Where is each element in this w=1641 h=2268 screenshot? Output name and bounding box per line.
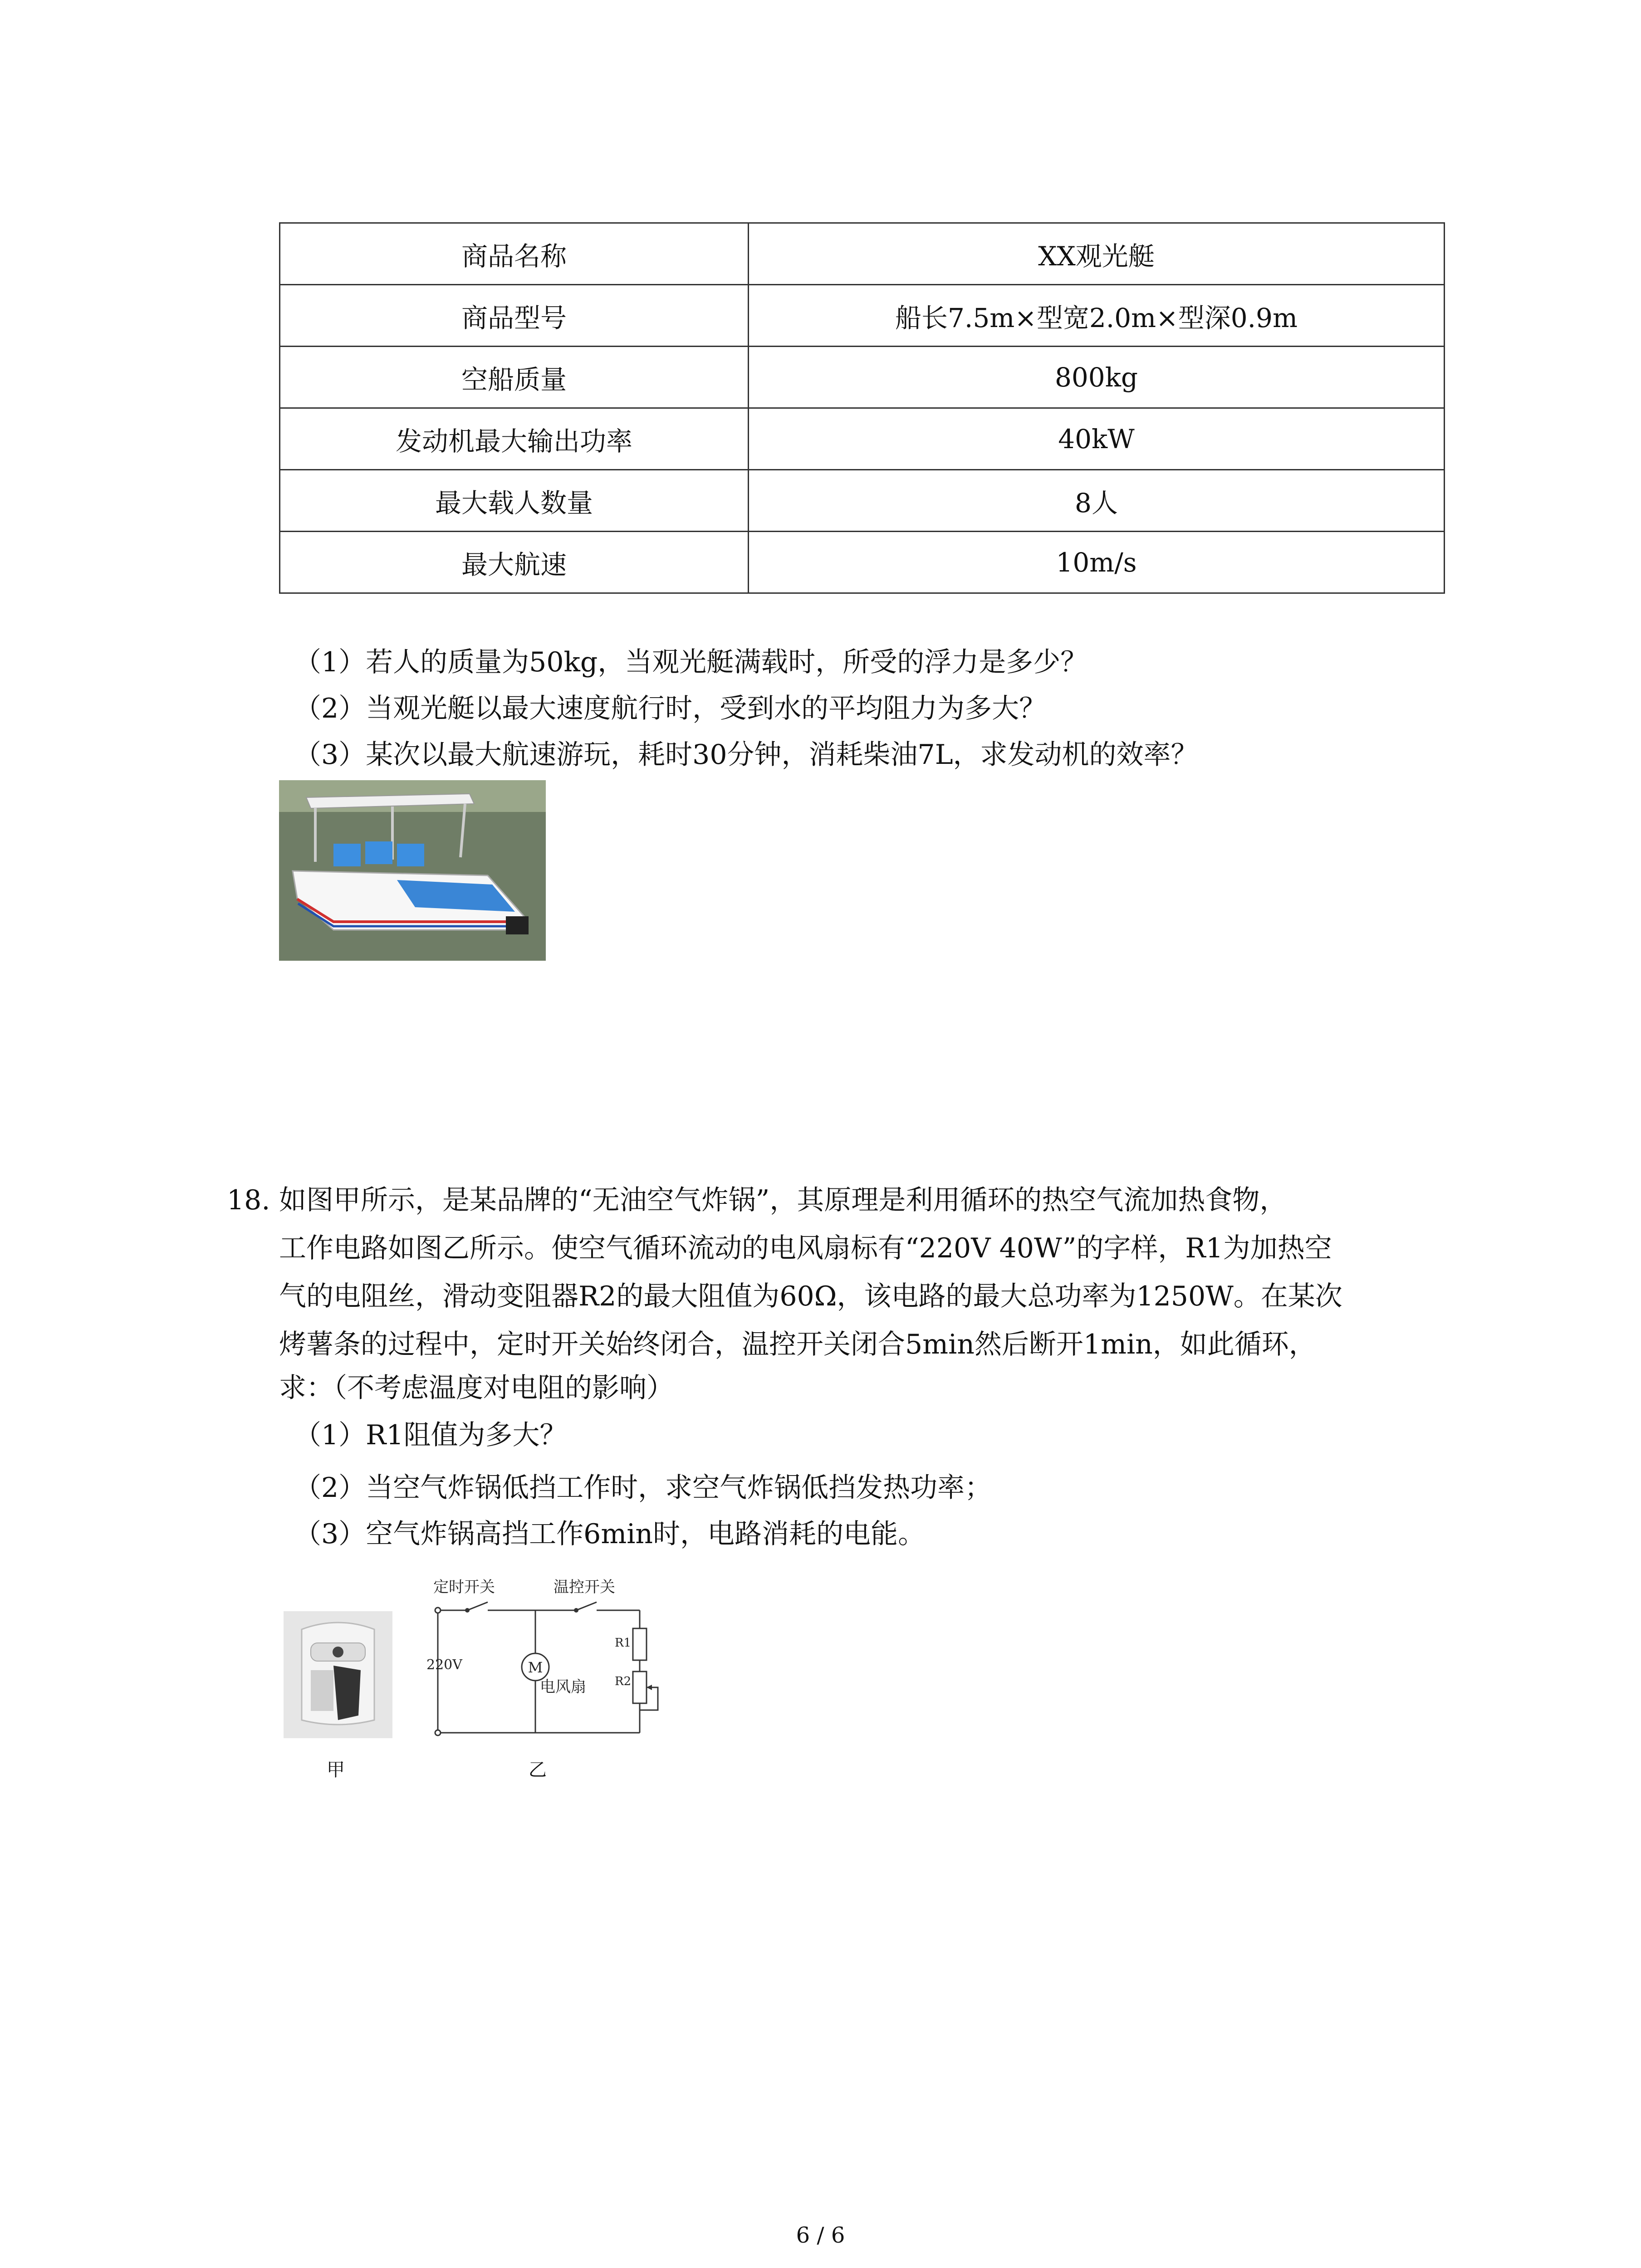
circuit-fan-label: 电风扇 bbox=[540, 1678, 586, 1696]
circuit-temp-switch-label: 温控开关 bbox=[554, 1578, 615, 1596]
table-cell-label: 最大航速 bbox=[280, 532, 749, 593]
q17-sub2: （2）当观光艇以最大速度航行时，受到水的平均阻力为多大？ bbox=[294, 693, 1047, 724]
table-row bbox=[280, 223, 1445, 285]
table-cell-label: 空船质量 bbox=[280, 347, 749, 408]
table-cell-value: XX观光艇 bbox=[749, 223, 1445, 285]
table-row bbox=[280, 285, 1445, 347]
circuit-timer-switch-label: 定时开关 bbox=[433, 1578, 495, 1596]
q17-sub3: （3）某次以最大航速游玩，耗时30分钟，消耗柴油7L，求发动机的效率？ bbox=[294, 739, 1198, 771]
table-row bbox=[280, 470, 1445, 532]
table-row bbox=[280, 347, 1445, 408]
table-cell-label: 商品名称 bbox=[280, 223, 749, 285]
spec-table bbox=[279, 222, 1445, 594]
q18-number: 18. bbox=[227, 1184, 270, 1216]
q18-line5: 求：（不考虑温度对电阻的影响） bbox=[279, 1372, 674, 1404]
table-cell-value: 10m/s bbox=[749, 532, 1445, 593]
table-cell-value: 8人 bbox=[749, 470, 1445, 532]
table-cell-value: 40kW bbox=[749, 408, 1445, 470]
circuit-voltage-label: 220V bbox=[426, 1657, 462, 1673]
q18-sub2: （2）当空气炸锅低挡工作时，求空气炸锅低挡发热功率； bbox=[294, 1472, 992, 1504]
circuit-r2-label: R2 bbox=[615, 1675, 632, 1688]
figure-caption-a: 甲 bbox=[327, 1760, 345, 1780]
table-cell-label: 发动机最大输出功率 bbox=[280, 408, 749, 470]
table-cell-value: 800kg bbox=[749, 347, 1445, 408]
table-row bbox=[280, 532, 1445, 593]
circuit-motor-label: M bbox=[528, 1659, 543, 1676]
circuit-diagram bbox=[426, 1574, 681, 1765]
q18-line4: 烤薯条的过程中，定时开关始终闭合，温控开关闭合5min然后断开1min，如此循环， bbox=[279, 1329, 1316, 1360]
q18-line3: 气的电阻丝，滑动变阻器R2的最大阻值为60Ω，该电路的最大总功率为1250W。在某次 bbox=[279, 1281, 1342, 1312]
q18-line1: 如图甲所示，是某品牌的“无油空气炸锅”，其原理是利用循环的热空气流加热食物， bbox=[279, 1184, 1287, 1216]
q18-sub3: （3）空气炸锅高挡工作6min时，电路消耗的电能。 bbox=[294, 1518, 926, 1550]
tour-boat-image bbox=[279, 780, 546, 961]
table-row bbox=[280, 408, 1445, 470]
table-cell-label: 最大载人数量 bbox=[280, 470, 749, 532]
q18-sub1: （1）R1阻值为多大？ bbox=[294, 1419, 567, 1451]
q17-sub1: （1）若人的质量为50kg，当观光艇满载时，所受的浮力是多少？ bbox=[294, 646, 1088, 678]
circuit-r1-label: R1 bbox=[615, 1636, 632, 1650]
q18-line2: 工作电路如图乙所示。使空气循环流动的电风扇标有“220V 40W”的字样，R1为加热空 bbox=[279, 1232, 1332, 1264]
table-cell-label: 商品型号 bbox=[280, 285, 749, 347]
table-cell-value: 船长7.5m×型宽2.0m×型深0.9m bbox=[749, 285, 1445, 347]
page-number: 6 / 6 bbox=[796, 2223, 845, 2248]
figure-caption-b: 乙 bbox=[529, 1760, 547, 1780]
air-fryer-image bbox=[284, 1611, 392, 1738]
